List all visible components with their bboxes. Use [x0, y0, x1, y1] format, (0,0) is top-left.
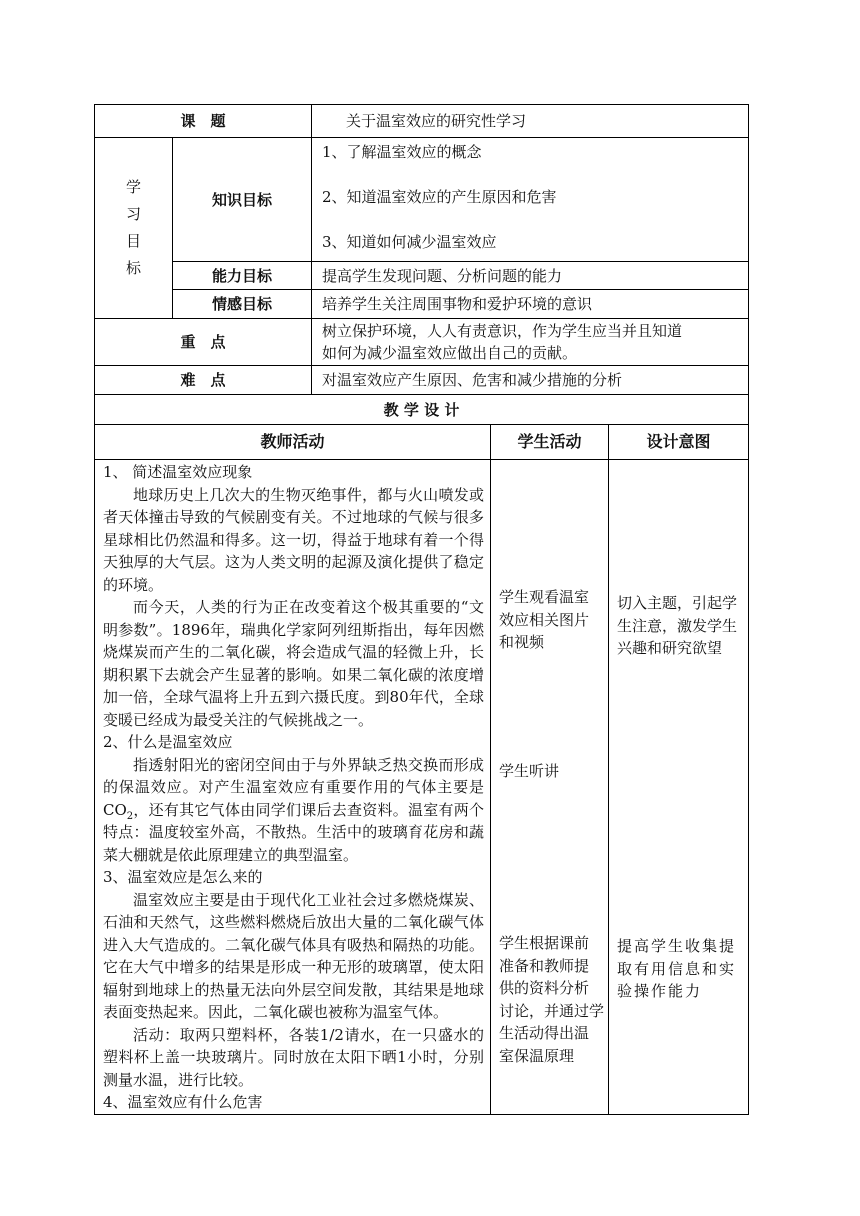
goals-char-2: 习: [125, 205, 141, 223]
student-activity-header: 学生活动: [491, 425, 609, 460]
knowledge-goal-list: [312, 138, 749, 262]
paragraph: 而今天，人类的行为正在改变着这个极其重要的“文明参数”。1896年，瑞典化学家阿列纽斯指出，每年因燃烧煤炭而产生的二氧化碳，将会造成气温的轻微上升，长期积累下去就会产生显著的影响。如果二氧化碳的浓度增加一倍，全球气温将上升五到六摄氏度。到80年代，全球变暖已经成为最受关注的气候挑战之一。: [103, 598, 485, 729]
section-heading: 3、温室效应是怎么来的: [103, 868, 263, 886]
key-point-label: 重 点: [95, 319, 312, 366]
paragraph: [103, 754, 484, 867]
text-line: 生活动得出温: [499, 1024, 590, 1042]
knowledge-goal-item: 2、知道温室效应的产生原因和危害: [322, 188, 557, 206]
subscript: 2: [126, 810, 134, 822]
text-line: 生注意，激发学生: [617, 616, 738, 635]
text-line: 切入主题，引起学: [617, 594, 738, 612]
section-heading: 4、温室效应有什么危害: [103, 1093, 263, 1111]
knowledge-goal-item: 3、知道如何减少温室效应: [322, 233, 497, 251]
text-line: 验操作能力: [617, 982, 703, 1000]
ability-goal-row: [95, 262, 749, 290]
goals-char-1: 学: [125, 178, 141, 196]
text-line: 兴趣和研究欲望: [617, 639, 723, 657]
teacher-activity-header: 教师活动: [95, 425, 491, 460]
goals-char-3: 目: [125, 232, 141, 250]
goals-char-4: 标: [125, 259, 141, 277]
knowledge-goal-row: [95, 138, 749, 262]
emotion-goal-row: [95, 290, 749, 319]
goals-group-label: [95, 138, 173, 319]
lesson-plan-table: [94, 104, 749, 1115]
paragraph: 活动：取两只塑料杯，各装1/2请水，在一只盛水的塑料杯上盖一块玻璃片。同时放在太阳下晒1小时，分别测量水温，进行比较。: [103, 1025, 485, 1089]
topic-label: 课 题: [95, 105, 312, 138]
text-line: 供的资料分析: [499, 979, 590, 997]
design-content-row: [95, 460, 749, 1115]
student-activity-cell: [491, 460, 609, 1115]
knowledge-goal-label: 知识目标: [173, 138, 312, 262]
design-title-row: [95, 395, 749, 425]
ability-goal-value: 提高学生发现问题、分析问题的能力: [312, 262, 749, 290]
teacher-activity-cell: [95, 460, 491, 1115]
text-line: 和视频: [499, 633, 545, 651]
section-heading: 1、 简述温室效应现象: [103, 463, 253, 481]
design-intent-cell: [609, 460, 749, 1115]
design-intent-block: [617, 592, 737, 660]
paragraph: 温室效应主要是由于现代化工业社会过多燃烧煤炭、石油和天然气，这些燃料燃烧后放出大量的二氧化碳气体进入大气造成的。二氧化碳气体具有吸热和隔热的功能。它在大气中增多的结果是形成一种无形的玻璃罩，使太阳辐射到地球上的热量无法向外层空间发散，其结果是地球表面变热起来。因此，二氧化碳也被称为温室气体。: [103, 890, 485, 1021]
section-heading: 2、什么是温室效应: [103, 733, 233, 751]
student-activity-block: [499, 932, 604, 1067]
text-line: 室保温原理: [499, 1046, 575, 1065]
topic-row: [95, 105, 749, 138]
text-line: 准备和教师提: [499, 956, 590, 975]
difficulty-value: 对温室效应产生原因、危害和减少措施的分析: [312, 366, 749, 395]
design-intent-header: 设计意图: [609, 425, 749, 460]
design-intent-block: [617, 935, 736, 1003]
text-line: 效应相关图片: [499, 610, 590, 629]
difficulty-label: 难 点: [95, 366, 312, 395]
paragraph-text: ，还有其它气体由同学们课后去查资料。温室有两个特点：温度较室外高，不散热。生活中的玻璃育花房和蔬菜大棚就是依此原理建立的典型温室。: [103, 800, 485, 864]
ability-goal-label: 能力目标: [173, 262, 312, 290]
design-header-row: [95, 425, 749, 460]
text-line: 提高学生收集提: [617, 937, 737, 955]
key-point-line: 如何为减少温室效应做出自己的贡献。: [322, 344, 578, 362]
text-line: 学生根据课前: [499, 934, 590, 952]
paragraph-text: 指透射阳光的密闭空间由于与外界缺乏热交换而形成的保温效应。对产生温室效应有重要作用的气体主要是CO: [103, 755, 485, 819]
key-point-line: 树立保护环境，人人有责意识，作为学生应当并且知道: [322, 322, 683, 340]
knowledge-goal-item: 1、了解温室效应的概念: [322, 143, 482, 161]
difficulty-row: [95, 366, 749, 395]
key-point-row: [95, 319, 749, 366]
emotion-goal-value: 培养学生关注周围事物和爱护环境的意识: [312, 290, 749, 319]
design-title: 教 学 设 计: [95, 395, 749, 425]
paragraph: 地球历史上几次大的生物灭绝事件，都与火山喷发或者天体撞击导致的气候剧变有关。不过地球的气候与很多星球相比仍然温和得多。这一切，得益于地球有着一个得天独厚的大气层。这为人类文明的起源及演化提供了稳定的环境。: [103, 485, 485, 594]
emotion-goal-label: 情感目标: [173, 290, 312, 319]
text-line: 学生观看温室: [499, 588, 590, 606]
topic-value: 关于温室效应的研究性学习: [312, 105, 749, 138]
student-activity-block: 学生听讲: [499, 762, 560, 780]
key-point-value: [312, 319, 749, 366]
text-line: 取有用信息和实: [617, 959, 737, 978]
student-activity-block: [499, 586, 589, 654]
text-line: 讨论，并通过学: [499, 1001, 605, 1020]
